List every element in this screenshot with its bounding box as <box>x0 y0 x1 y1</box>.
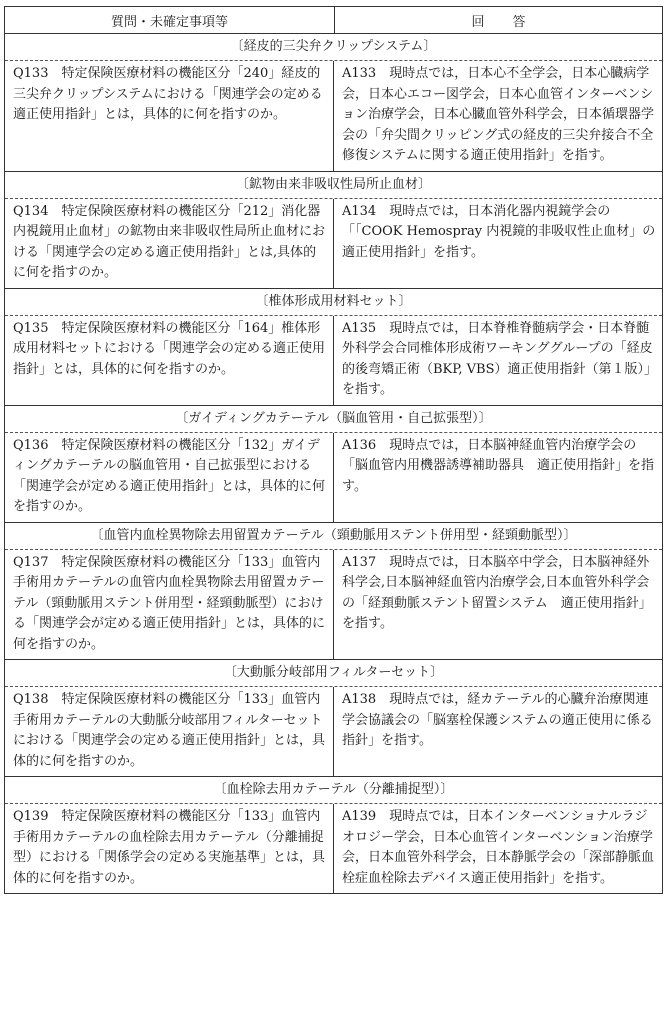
section-title: 〔大動脈分岐部用フィルターセット〕 <box>5 659 662 686</box>
qa-row <box>5 198 662 288</box>
answer-cell <box>334 550 662 660</box>
question-column-header: 質問・未確定事項等 <box>5 7 335 33</box>
qa-row <box>5 60 662 171</box>
answer-text: A133 現時点では，日本心不全学会，日本心臓病学会，日本心エコー図学会，日本心血管インターベンション治療学会，日本心臓血管外科学会，日本循環器学会の「弁尖間クリッピング式の経皮的三尖弁接合不全修復システムに関する適正使用指針」を指す。 <box>342 66 655 163</box>
answer-cell <box>334 433 662 522</box>
answer-column-header: 回答 <box>471 14 554 30</box>
question-cell <box>5 550 334 660</box>
question-text: Q139 特定保険医療材料の機能区分「133」血管内手術用カテーテルの血栓除去用カテーテル（分離捕捉型）における「関係学会の定める実施基準」とは，具体的に何を指すのか。 <box>13 809 326 886</box>
answer-text: A136 現時点では，日本脳神経血管内治療学会の「脳血管内用機器誘導補助器具 適正使用指針」を指す。 <box>342 437 655 494</box>
qa-row <box>5 315 662 405</box>
table-header <box>5 7 662 34</box>
question-cell <box>5 61 334 171</box>
section-title: 〔経皮的三尖弁クリップシステム〕 <box>230 39 437 54</box>
answer-cell <box>334 199 662 288</box>
answer-text: A135 現時点では，日本脊椎脊髄病学会・日本脊髄外科学会合同椎体形成術ワーキンググループの「経皮的後弯矯正術（BKP, VBS）適正使用指針（第１版）」を指す。 <box>342 320 653 397</box>
section-title: 〔ガイディングカテーテル（脳血管用・自己拡張型）〕 <box>5 405 662 432</box>
section-title: 〔椎体形成用材料セット〕 <box>5 288 662 315</box>
answer-cell <box>334 316 662 405</box>
section-title: 〔鉱物由来非吸収性局所止血材〕 <box>5 171 662 198</box>
question-cell <box>5 804 334 893</box>
question-text: Q136 特定保険医療材料の機能区分「132」ガイディングカテーテルの脳血管用・自己拡張型における「関連学会が定める適正使用指針」とは，具体的に何を指すのか。 <box>13 437 326 514</box>
question-cell <box>5 199 334 288</box>
answer-text: A139 現時点では，日本インターベンショナルラジオロジー学会，日本心血管インターベンション治療学会，日本血管外科学会，日本静脈学会の「深部静脈血栓症血栓除去デバイス適正使用指針」を指す。 <box>342 809 655 886</box>
qa-row <box>5 686 662 776</box>
qa-row <box>5 549 662 660</box>
question-text: Q134 特定保険医療材料の機能区分「212」消化器内視鏡用止血材」の鉱物由来非吸収性局所止血材における「関連学会の定める適正使用指針」とは,具体的に何を指すのか。 <box>13 203 326 280</box>
question-text: Q135 特定保険医療材料の機能区分「164」椎体形成用材料セットにおける「関連学会の定める適正使用指針」とは，具体的に何を指すのか。 <box>13 320 326 377</box>
section-title: 〔血管内血栓異物除去用留置カテーテル（頸動脈用ステント併用型・経頸動脈型）〕 <box>5 522 662 549</box>
section-title: 〔血栓除去用カテーテル（分離捕捉型）〕 <box>5 776 662 803</box>
answer-text: A137 現時点では，日本脳卒中学会，日本脳神経外科学会,日本脳神経血管内治療学会,日本血管外科学会の「経頚動脈ステント留置システム 適正使用指針」を指す。 <box>342 554 652 631</box>
qa-row <box>5 432 662 522</box>
question-text: Q137 特定保険医療材料の機能区分「133」血管内手術用カテーテルの血管内血栓異物除去用留置カテーテル（頸動脈用ステント併用型・経頸動脈型）における「関連学会が定める適正使用指針」とは，具体的に何を指すのか。 <box>13 554 326 652</box>
answer-cell <box>334 687 662 776</box>
question-text: Q133 特定保険医療材料の機能区分「240」経皮的三尖弁クリップシステムにおける「関連学会の定める適正使用指針」とは，具体的に何を指すのか。 <box>13 66 323 122</box>
question-cell <box>5 687 334 776</box>
question-text: Q138 特定保険医療材料の機能区分「133」血管内手術用カテーテルの大動脈分岐部用フィルターセットにおける「関連学会の定める適正使用指針」とは，具体的に何を指すのか。 <box>13 692 326 769</box>
answer-text: A134 現時点では，日本消化器内視鏡学会の「「COOK Hemospray 内視鏡的非吸収性止血材」の適正使用指針」を指す。 <box>342 203 656 260</box>
question-cell <box>5 433 334 522</box>
qa-row <box>5 803 662 893</box>
question-cell <box>5 316 334 405</box>
answer-cell <box>334 61 662 171</box>
qa-table <box>4 6 663 894</box>
answer-cell <box>334 804 662 893</box>
answer-text: A138 現時点では，経カテーテル的心臓弁治療関連学会協議会の「脳塞栓保護システムの適正使用に係る指針」を指す。 <box>342 692 653 748</box>
